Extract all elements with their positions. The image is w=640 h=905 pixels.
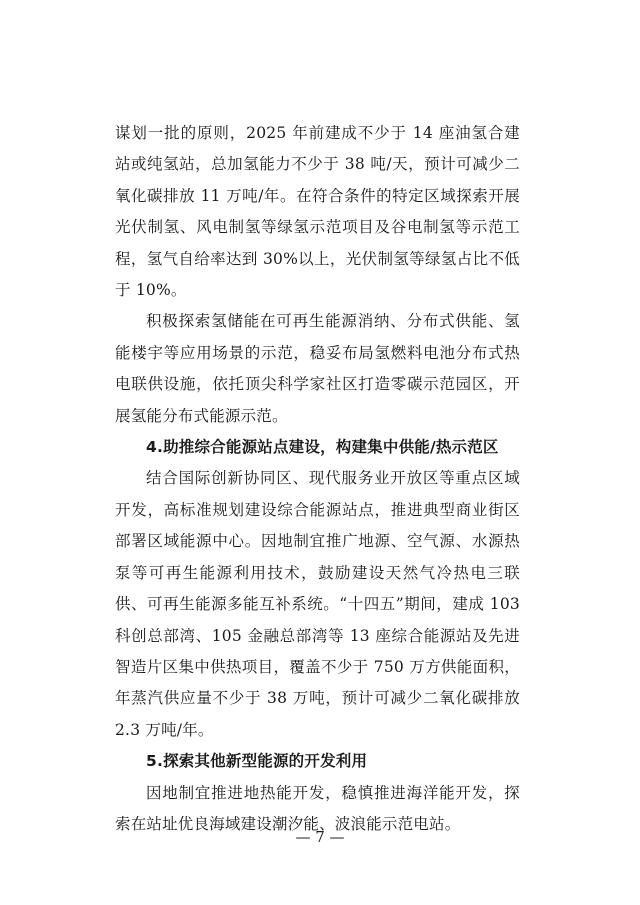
paragraph-hydrogen-storage: 积极探索氢储能在可再生能源消纳、分布式供能、氢能楼宇等应用场景的示范，稳妥布局氢燃料电池分布式热电联供设施，依托顶尖科学家社区打造零碳示范园区，开展氢能分布式能源示范。 — [115, 312, 520, 425]
paragraph-other-energy: 因地制宜推进地热能开发，稳慎推进海洋能开发，探索在站址优良海域建设潮汐能、波浪能示范电站。 — [115, 783, 520, 833]
paragraph-integrated-energy: 结合国际创新协同区、现代服务业开放区等重点区域开发，高标准规划建设综合能源站点，推进典型商业街区部署区域能源中心。因地制宜推广地源、空气源、水源热泵等可再生能源利用技术，鼓励建设天然气冷热电三联供、可再生能源多能互补系统。“十四五”期间，建成 103 科创总部湾、105 金融总部湾等 13 座综合能源站及先进智造片区集中供热项目，覆盖不少于 750 万方供能面积，年蒸汽供应量不少于 38 万吨，预计可减少二氧化碳排放 2.3 万吨/年。 — [115, 469, 520, 739]
page-body — [115, 118, 520, 840]
section-heading-5: 5.探索其他新型能源的开发利用 — [146, 752, 368, 771]
paragraph-hydrogen-stations: 谋划一批的原则，2025 年前建成不少于 14 座油氢合建站或纯氢站，总加氢能力不少于 38 吨/天，预计可减少二氧化碳排放 11 万吨/年。在符合条件的特定区域探索开展光伏制氢、风电制氢等绿氢示范项目及谷电制氢等示范工程，氢气自给率达到 30%以上，光伏制氢等绿氢占比不低于 10%。 — [115, 124, 520, 300]
page-number: — 7 — — [295, 828, 345, 846]
section-heading-4: 4.助推综合能源站点建设，构建集中供能/热示范区 — [146, 438, 499, 457]
